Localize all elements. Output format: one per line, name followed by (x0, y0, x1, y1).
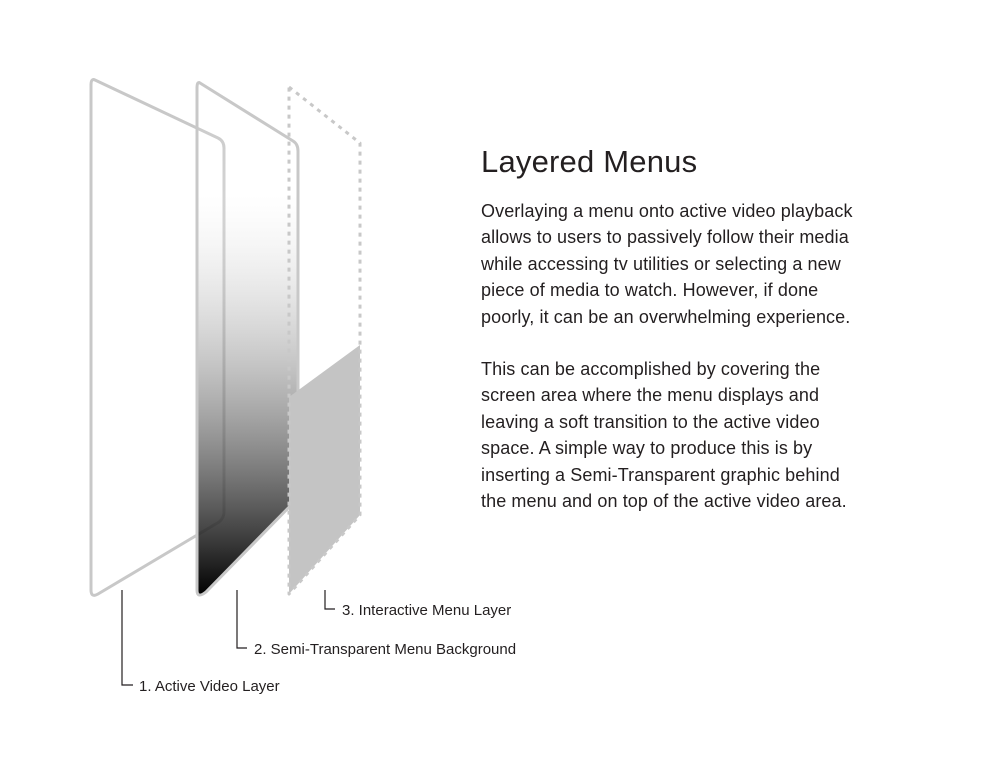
paragraph-2 (481, 356, 921, 514)
semi-transparent-layer (197, 83, 298, 596)
paragraph-1 (481, 198, 921, 330)
paragraph-2-line: space. A simple way to produce this is by (481, 438, 813, 459)
semi-transparent-gradient (197, 83, 298, 596)
leader-line-3 (325, 590, 335, 609)
layer-label-1: 1. Active Video Layer (139, 678, 280, 695)
paragraph-2-line: leaving a soft transition to the active video (481, 411, 820, 432)
paragraph-1-line: piece of media to watch. However, if done (481, 280, 819, 301)
paragraph-2-line: This can be accomplished by covering the (481, 359, 821, 380)
paragraph-2-line: the menu and on top of the active video area. (481, 491, 847, 512)
paragraph-2-line: inserting a Semi-Transparent graphic behind (481, 464, 840, 485)
paragraph-1-line: Overlaying a menu onto active video playback (481, 201, 853, 221)
interactive-menu-block (289, 345, 360, 594)
layer-label-2: 2. Semi-Transparent Menu Background (254, 641, 517, 658)
interactive-menu-layer (289, 87, 360, 594)
paragraph-1-line: poorly, it can be an overwhelming experience. (481, 306, 851, 327)
leader-line-2 (237, 590, 247, 648)
page-title: Layered Menus (481, 144, 698, 179)
paragraph-1-line: allows to users to passively follow their media (481, 227, 849, 248)
leader-line-1 (122, 590, 133, 685)
paragraph-1-line: while accessing tv utilities or selecting a new (481, 253, 841, 274)
description-block (481, 140, 921, 540)
paragraph-2-line: screen area where the menu displays and (481, 385, 820, 406)
layer-label-3: 3. Interactive Menu Layer (342, 602, 512, 619)
